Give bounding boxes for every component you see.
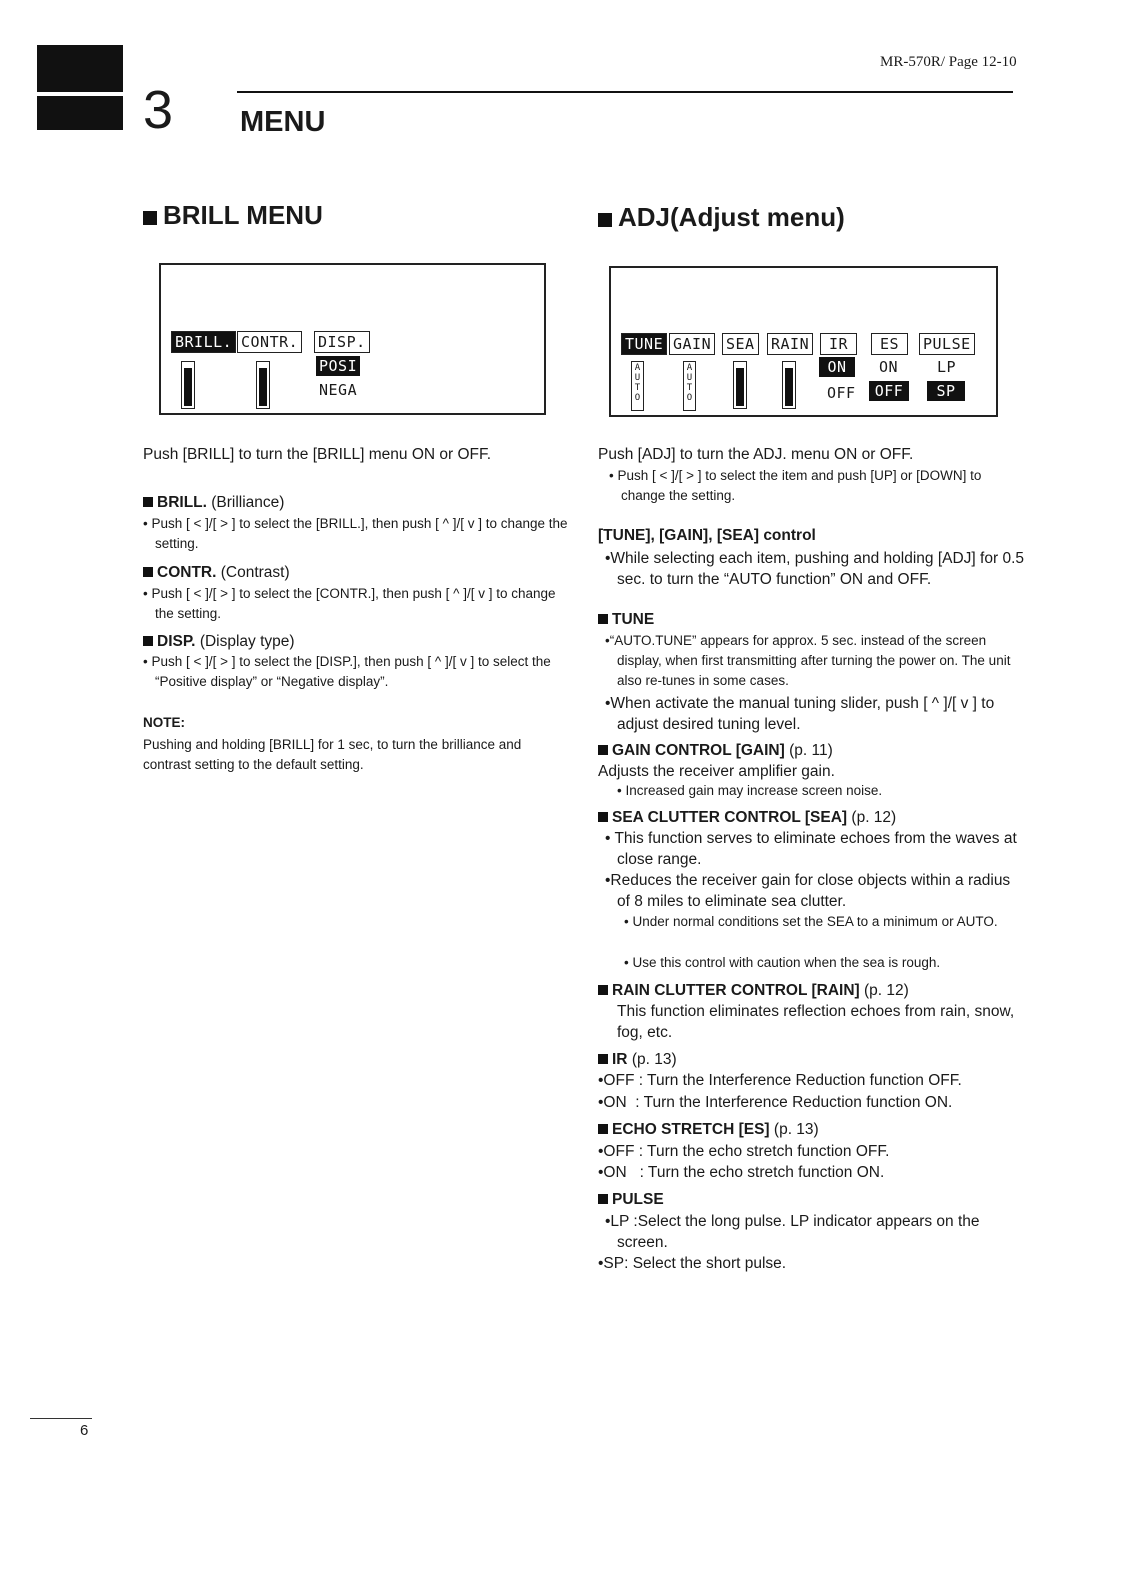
- lcd-label-tune: TUNE: [621, 333, 667, 355]
- ir-on-option: ON: [819, 357, 855, 377]
- square-bullet-icon: [598, 213, 612, 227]
- ir-on-text: •ON : Turn the Interference Reduction function ON.: [598, 1094, 953, 1111]
- square-bullet-icon: [143, 636, 153, 646]
- footer-rule: [30, 1418, 92, 1419]
- ir-heading: IR (p. 13): [598, 1049, 677, 1070]
- brill-level-slider: [181, 361, 195, 409]
- chapter-tab-top: [37, 45, 123, 92]
- lcd-label-es: ES: [871, 333, 908, 355]
- chapter-number: 3: [143, 80, 174, 140]
- rain-level-slider: [782, 361, 796, 409]
- square-bullet-icon: [598, 1194, 608, 1204]
- square-bullet-icon: [598, 1054, 608, 1064]
- square-bullet-icon: [143, 211, 157, 225]
- es-off-option: OFF: [869, 381, 909, 401]
- rain-heading: RAIN CLUTTER CONTROL [RAIN] (p. 12): [598, 980, 909, 1001]
- auto-letter: T: [634, 383, 641, 393]
- gain-heading: GAIN CONTROL [GAIN] (p. 11): [598, 740, 833, 761]
- lcd-label-pulse: PULSE: [919, 333, 975, 355]
- square-bullet-icon: [598, 812, 608, 822]
- square-bullet-icon: [143, 497, 153, 507]
- tune-heading: TUNE: [598, 609, 654, 630]
- contr-description: • Push [ < ]/[ > ] to select the [CONTR.], then push [ ^ ]/[ v ] to change the setting.: [143, 586, 556, 621]
- page-number: 6: [80, 1422, 89, 1439]
- ir-off-option: OFF: [827, 384, 856, 402]
- sea-note-1: • Under normal conditions set the SEA to a minimum or AUTO.: [624, 914, 998, 929]
- gain-text: Adjusts the receiver amplifier gain.: [598, 763, 835, 780]
- brill-lcd-screen: [159, 263, 546, 415]
- square-bullet-icon: [143, 567, 153, 577]
- adj-intro-bullet: • Push [ < ]/[ > ] to select the item and push [UP] or [DOWN] to change the setting.: [609, 468, 982, 503]
- disp-description: • Push [ < ]/[ > ] to select the [DISP.], then push [ ^ ]/[ v ] to select the “Positive display” or “Negative display”.: [143, 654, 551, 689]
- lcd-label-gain: GAIN: [669, 333, 715, 355]
- disp-subheading: DISP. (Display type): [143, 631, 295, 652]
- lcd-label-contr: CONTR.: [237, 331, 302, 353]
- auto-letter: U: [686, 373, 693, 383]
- lcd-label-rain: RAIN: [767, 333, 813, 355]
- auto-letter: O: [634, 393, 641, 403]
- pulse-sp-option: SP: [927, 381, 965, 401]
- note-title: NOTE:: [143, 715, 185, 730]
- ir-off-text: •OFF : Turn the Interference Reduction function OFF.: [598, 1072, 962, 1089]
- sea-level-slider: [733, 361, 747, 409]
- tune-gain-sea-heading: [TUNE], [GAIN], [SEA] control: [598, 527, 816, 544]
- auto-letter: A: [634, 363, 641, 373]
- auto-letter: O: [686, 393, 693, 403]
- auto-letter: T: [686, 383, 693, 393]
- page-reference: MR-570R/ Page 12-10: [880, 54, 1017, 70]
- chapter-title: MENU: [240, 106, 326, 138]
- chapter-tab-bottom: [37, 96, 123, 130]
- contr-subheading: CONTR. (Contrast): [143, 562, 290, 583]
- sea-text-1: • This function serves to eliminate echoes from the waves at close range.: [605, 830, 1017, 868]
- lcd-label-brill: BRILL.: [171, 331, 236, 353]
- lcd-option-nega: NEGA: [319, 381, 358, 399]
- tune-gain-sea-text: •While selecting each item, pushing and holding [ADJ] for 0.5 sec. to turn the “AUTO function” ON and OFF.: [605, 550, 1024, 588]
- gain-note: • Increased gain may increase screen noise.: [617, 783, 883, 798]
- tune-auto-indicator: [631, 361, 644, 411]
- brill-subheading: BRILL. (Brilliance): [143, 492, 284, 513]
- brill-menu-heading: BRILL MENU: [143, 200, 323, 231]
- rain-text: This function eliminates reflection echoes from rain, snow, fog, etc.: [617, 1003, 1015, 1041]
- pulse-heading: PULSE: [598, 1189, 664, 1210]
- sea-heading: SEA CLUTTER CONTROL [SEA] (p. 12): [598, 807, 896, 828]
- lcd-label-ir: IR: [820, 333, 857, 355]
- es-heading: ECHO STRETCH [ES] (p. 13): [598, 1119, 819, 1140]
- square-bullet-icon: [598, 745, 608, 755]
- sea-text-2: •Reduces the receiver gain for close objects within a radius of 8 miles to eliminate sea clutter.: [605, 872, 1011, 910]
- brill-description: • Push [ < ]/[ > ] to select the [BRILL.], then push [ ^ ]/[ v ] to change the setting.: [143, 516, 568, 551]
- tune-text-auto: •“AUTO.TUNE” appears for approx. 5 sec. instead of the screen display, when first transmitting after turning the power on. The unit also re-tunes in some cases.: [605, 633, 1011, 688]
- auto-letter: U: [634, 373, 641, 383]
- pulse-sp-text: •SP: Select the short pulse.: [598, 1255, 787, 1272]
- auto-letter: A: [686, 363, 693, 373]
- square-bullet-icon: [598, 614, 608, 624]
- contr-level-slider: [256, 361, 270, 409]
- adj-intro: Push [ADJ] to turn the ADJ. menu ON or OFF.: [598, 446, 914, 463]
- adj-lcd-screen: [609, 266, 998, 417]
- lcd-option-posi: POSI: [316, 356, 360, 376]
- square-bullet-icon: [598, 1124, 608, 1134]
- square-bullet-icon: [598, 985, 608, 995]
- brill-intro: Push [BRILL] to turn the [BRILL] menu ON or OFF.: [143, 446, 492, 463]
- es-on-text: •ON : Turn the echo stretch function ON.: [598, 1164, 885, 1181]
- sea-note-2: • Use this control with caution when the sea is rough.: [624, 955, 941, 970]
- adj-menu-heading: ADJ(Adjust menu): [598, 202, 845, 233]
- header-rule: [237, 91, 1013, 93]
- note-text: Pushing and holding [BRILL] for 1 sec, to turn the brilliance and contrast setting to the default setting.: [143, 737, 522, 772]
- es-off-text: •OFF : Turn the echo stretch function OFF.: [598, 1143, 890, 1160]
- pulse-lp-option: LP: [937, 358, 957, 376]
- es-on-option: ON: [879, 358, 899, 376]
- lcd-label-disp: DISP.: [314, 331, 370, 353]
- lcd-label-sea: SEA: [722, 333, 759, 355]
- tune-text-manual: •When activate the manual tuning slider, push [ ^ ]/[ v ] to adjust desired tuning level.: [605, 695, 995, 733]
- gain-auto-indicator: [683, 361, 696, 411]
- pulse-lp-text: •LP :Select the long pulse. LP indicator appears on the screen.: [605, 1213, 980, 1251]
